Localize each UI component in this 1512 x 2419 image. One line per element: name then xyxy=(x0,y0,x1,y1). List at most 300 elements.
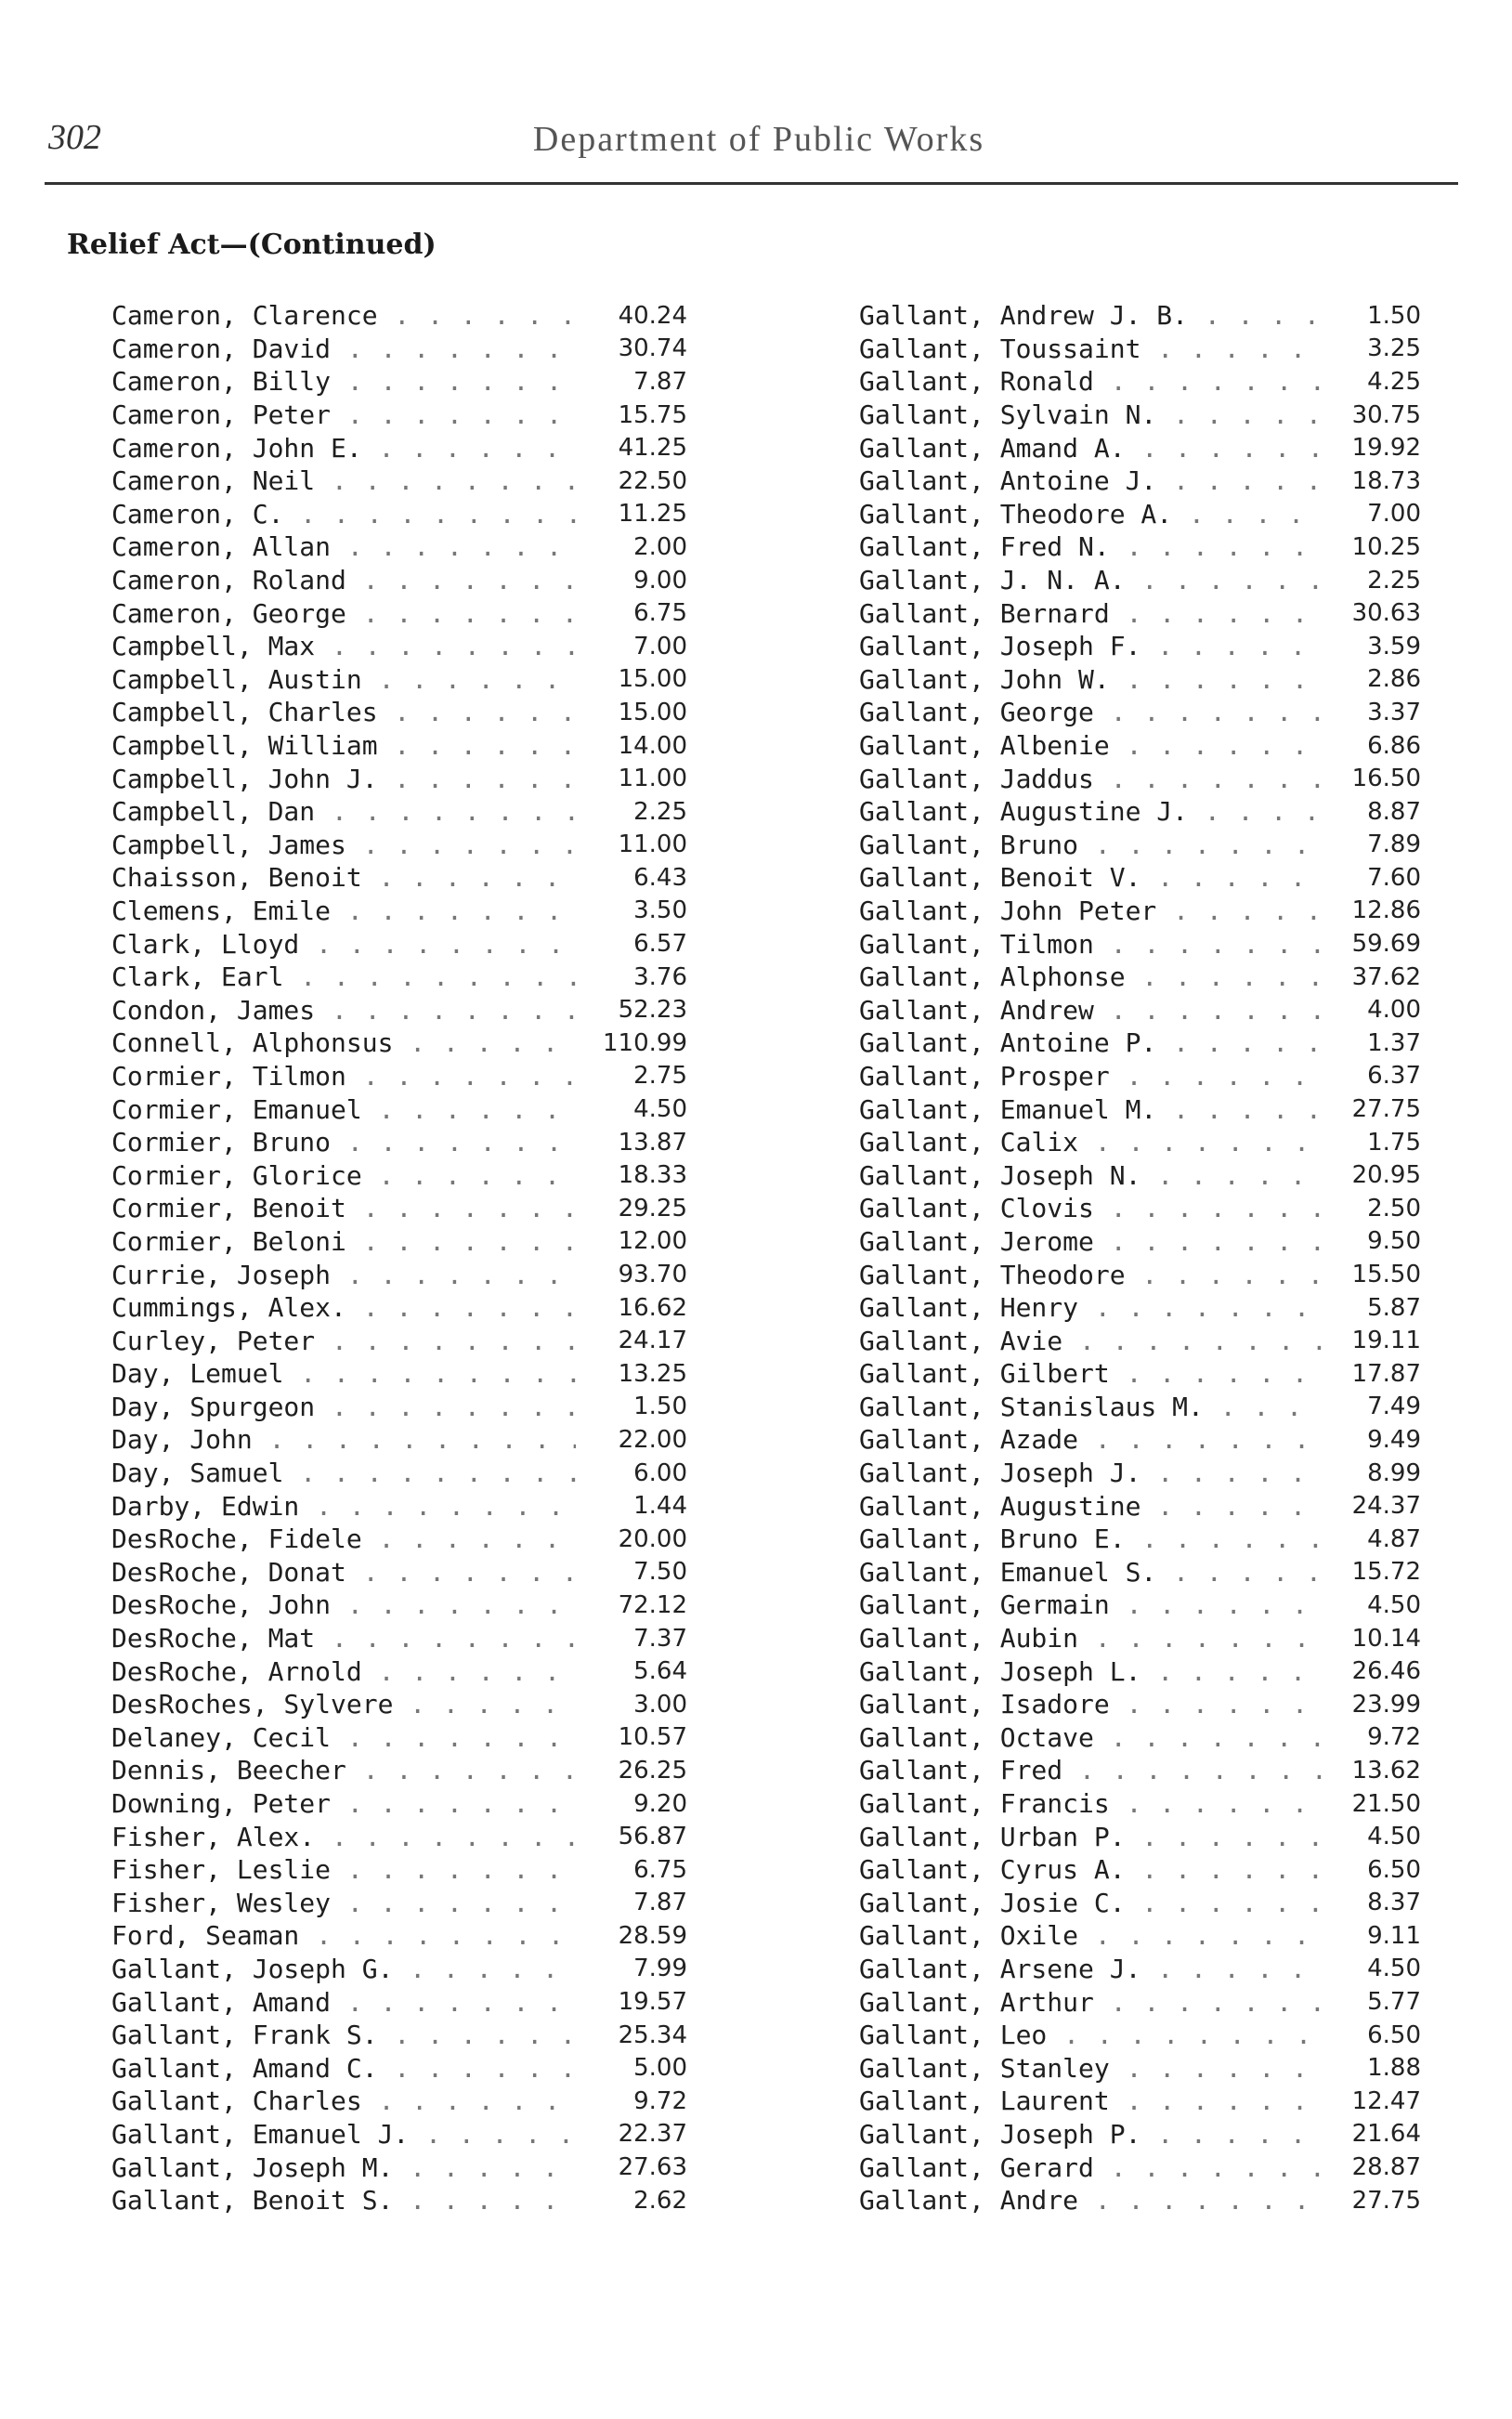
amount-value: 7.00 xyxy=(1367,500,1421,529)
recipient-name: Cummings, Alex. . . . xyxy=(111,1292,576,1323)
list-item xyxy=(859,1953,1421,1986)
recipient-name: Gallant, Aubin . . . xyxy=(859,1623,1323,1654)
recipient-name: Gallant, John W. . . . xyxy=(859,664,1323,695)
list-item xyxy=(111,895,687,928)
list-item xyxy=(859,1192,1421,1225)
list-item xyxy=(111,1225,687,1259)
recipient-name: Gallant, Bruno . . . xyxy=(859,830,1323,860)
list-item xyxy=(859,1919,1421,1953)
amount-value: 6.86 xyxy=(1367,731,1421,760)
list-item xyxy=(111,729,687,763)
amount-value: 7.37 xyxy=(633,1624,687,1653)
list-item xyxy=(859,895,1421,928)
list-item xyxy=(859,1225,1421,1259)
recipient-name: Gallant, Bruno E. . . . xyxy=(859,1523,1323,1554)
list-item xyxy=(859,596,1421,630)
recipient-name: Ford, Seaman . . . xyxy=(111,1920,576,1951)
amount-value: 18.33 xyxy=(618,1161,687,1190)
list-item xyxy=(859,399,1421,432)
list-item xyxy=(859,1589,1421,1622)
list-item xyxy=(111,1985,687,2019)
amount-value: 3.25 xyxy=(1367,334,1421,363)
amount-value: 6.43 xyxy=(633,863,687,892)
recipient-name: Campbell, Austin . . . xyxy=(111,664,576,695)
recipient-name: Campbell, John J. . . . xyxy=(111,764,576,794)
amount-value: 37.62 xyxy=(1351,962,1421,991)
recipient-name: Gallant, Isadore . . . xyxy=(859,1689,1323,1719)
list-item xyxy=(859,464,1421,498)
amount-value: 59.69 xyxy=(1351,930,1421,959)
amount-value: 1.88 xyxy=(1367,2054,1421,2083)
recipient-name: Cormier, Emanuel . . . xyxy=(111,1094,576,1125)
recipient-name: Cormier, Tilmon . . . xyxy=(111,1061,576,1092)
amount-value: 2.50 xyxy=(1367,1194,1421,1223)
recipient-name: Cormier, Benoit . . . xyxy=(111,1193,576,1223)
amount-value: 30.63 xyxy=(1351,599,1421,628)
amount-value: 3.76 xyxy=(633,962,687,991)
amount-value: 19.92 xyxy=(1351,434,1421,463)
list-item xyxy=(859,1523,1421,1556)
list-item xyxy=(111,498,687,531)
list-item xyxy=(859,431,1421,464)
list-item xyxy=(859,663,1421,697)
list-item xyxy=(859,1026,1421,1060)
recipient-name: Gallant, George . . . xyxy=(859,697,1323,727)
amount-value: 3.37 xyxy=(1367,698,1421,726)
list-item xyxy=(111,1457,687,1490)
recipient-name: DesRoche, Donat . . . xyxy=(111,1557,576,1588)
list-item xyxy=(111,2118,687,2151)
recipient-name: Gallant, Henry . . . xyxy=(859,1292,1323,1323)
recipient-name: Gallant, Joseph P. . . . xyxy=(859,2119,1323,2150)
list-item xyxy=(859,1985,1421,2019)
left-column xyxy=(111,299,687,2216)
list-item xyxy=(111,1158,687,1192)
recipient-name: Chaisson, Benoit . . . xyxy=(111,862,576,893)
list-item xyxy=(111,1523,687,1556)
list-item xyxy=(111,1919,687,1953)
recipient-name: Gallant, Augustine J. . . . xyxy=(859,796,1323,827)
list-item xyxy=(859,1688,1421,1721)
amount-value: 13.87 xyxy=(618,1128,687,1157)
amount-value: 52.23 xyxy=(618,996,687,1025)
list-item xyxy=(111,663,687,697)
amount-value: 3.50 xyxy=(633,896,687,925)
amount-value: 20.95 xyxy=(1351,1161,1421,1190)
list-item xyxy=(111,861,687,895)
amount-value: 26.46 xyxy=(1351,1657,1421,1686)
amount-value: 30.74 xyxy=(618,334,687,363)
recipient-name: Gallant, Avie . . . xyxy=(859,1326,1323,1356)
list-item xyxy=(859,2184,1421,2217)
recipient-name: Gallant, Theodore . . . xyxy=(859,1260,1323,1290)
recipient-name: Gallant, Augustine . . . xyxy=(859,1491,1323,1522)
recipient-name: Connell, Alphonsus . . . xyxy=(111,1027,576,1058)
amount-value: 6.37 xyxy=(1367,1062,1421,1091)
recipient-name: Gallant, Joseph N. . . . xyxy=(859,1160,1323,1191)
amount-value: 1.50 xyxy=(633,1393,687,1421)
recipient-name: Day, John . . . xyxy=(111,1424,576,1455)
recipient-name: Cameron, Clarence . . . xyxy=(111,300,576,331)
recipient-name: Gallant, Joseph F. . . . xyxy=(859,631,1323,661)
recipient-name: Gallant, Arsene J. . . . xyxy=(859,1954,1323,1984)
list-item xyxy=(111,1754,687,1787)
list-item xyxy=(111,762,687,795)
amount-value: 24.17 xyxy=(618,1327,687,1355)
list-item xyxy=(111,1192,687,1225)
amount-value: 9.49 xyxy=(1367,1425,1421,1454)
list-item xyxy=(111,2051,687,2085)
recipient-name: Curley, Peter . . . xyxy=(111,1326,576,1356)
list-item xyxy=(859,1126,1421,1159)
amount-value: 15.50 xyxy=(1351,1261,1421,1289)
recipient-name: Cameron, Peter . . . xyxy=(111,399,576,430)
recipient-name: Gallant, Germain . . . xyxy=(859,1589,1323,1620)
recipient-name: Gallant, Bernard . . . xyxy=(859,598,1323,629)
recipient-name: Gallant, Emanuel S. . . . xyxy=(859,1557,1323,1588)
recipient-name: Gallant, Albenie . . . xyxy=(859,730,1323,761)
section-heading: Relief Act—(Continued) xyxy=(67,229,437,261)
amount-value: 4.87 xyxy=(1367,1524,1421,1553)
amount-value: 12.86 xyxy=(1351,896,1421,925)
list-item xyxy=(859,333,1421,366)
amount-value: 15.72 xyxy=(1351,1558,1421,1587)
list-item xyxy=(111,1654,687,1688)
list-item xyxy=(111,1357,687,1391)
recipient-name: Gallant, Andrew J. B. . . . xyxy=(859,300,1323,331)
recipient-name: Gallant, Arthur . . . xyxy=(859,1987,1323,2018)
recipient-name: Fisher, Leslie . . . xyxy=(111,1854,576,1885)
recipient-name: Gallant, J. N. A. . . . xyxy=(859,565,1323,595)
list-item xyxy=(111,1820,687,1853)
amount-value: 8.87 xyxy=(1367,797,1421,826)
recipient-name: Gallant, Azade . . . xyxy=(859,1424,1323,1455)
amount-value: 28.59 xyxy=(618,1921,687,1950)
amount-value: 7.49 xyxy=(1367,1393,1421,1421)
recipient-name: Gallant, Sylvain N. . . . xyxy=(859,399,1323,430)
list-item xyxy=(111,630,687,663)
recipient-name: Gallant, Cyrus A. . . . xyxy=(859,1854,1323,1885)
list-item xyxy=(859,861,1421,895)
list-item xyxy=(859,530,1421,564)
recipient-name: Cormier, Glorice . . . xyxy=(111,1160,576,1191)
amount-value: 7.87 xyxy=(633,367,687,396)
list-item xyxy=(111,1060,687,1093)
recipient-name: Gallant, Ronald . . . xyxy=(859,366,1323,397)
amount-value: 29.25 xyxy=(618,1194,687,1223)
recipient-name: Fisher, Alex. . . . xyxy=(111,1822,576,1852)
recipient-name: Cormier, Bruno . . . xyxy=(111,1127,576,1157)
amount-value: 21.64 xyxy=(1351,2120,1421,2149)
recipient-name: Cameron, George . . . xyxy=(111,598,576,629)
recipient-name: Gallant, Octave . . . xyxy=(859,1722,1323,1753)
recipient-name: Gallant, Calix . . . xyxy=(859,1127,1323,1157)
amount-value: 1.37 xyxy=(1367,1028,1421,1057)
amount-value: 12.47 xyxy=(1351,2086,1421,2115)
amount-value: 56.87 xyxy=(618,1823,687,1851)
amount-value: 22.37 xyxy=(618,2120,687,2149)
recipient-name: Gallant, Amand . . . xyxy=(111,1987,576,2018)
list-item xyxy=(111,1126,687,1159)
amount-value: 9.72 xyxy=(633,2086,687,2115)
recipient-name: Gallant, Alphonse . . . xyxy=(859,961,1323,992)
list-item xyxy=(111,2184,687,2217)
recipient-name: Gallant, Gilbert . . . xyxy=(859,1358,1323,1389)
recipient-name: Condon, James . . . xyxy=(111,995,576,1026)
amount-value: 6.00 xyxy=(633,1458,687,1487)
list-item xyxy=(859,961,1421,994)
amount-value: 4.50 xyxy=(1367,1590,1421,1619)
recipient-name: Gallant, Joseph L. . . . xyxy=(859,1656,1323,1687)
list-item xyxy=(111,333,687,366)
recipient-name: Gallant, Benoit S. . . . xyxy=(111,2185,576,2216)
amount-value: 22.50 xyxy=(618,466,687,495)
list-item xyxy=(111,1853,687,1887)
recipient-name: Gallant, Josie C. . . . xyxy=(859,1888,1323,1918)
list-item xyxy=(859,299,1421,333)
amount-value: 15.00 xyxy=(618,698,687,726)
amount-value: 93.70 xyxy=(618,1261,687,1289)
list-item xyxy=(111,1787,687,1821)
amount-value: 12.00 xyxy=(618,1227,687,1256)
list-item xyxy=(111,1688,687,1721)
recipient-name: Gallant, Amand A. . . . xyxy=(859,433,1323,464)
list-item xyxy=(859,1887,1421,1920)
list-item xyxy=(111,464,687,498)
amount-value: 2.86 xyxy=(1367,665,1421,694)
recipient-name: Cameron, Billy . . . xyxy=(111,366,576,397)
list-item xyxy=(859,564,1421,597)
recipient-name: Cormier, Beloni . . . xyxy=(111,1226,576,1257)
amount-value: 16.50 xyxy=(1351,765,1421,793)
list-item xyxy=(111,530,687,564)
amount-value: 10.14 xyxy=(1351,1624,1421,1653)
list-item xyxy=(859,1654,1421,1688)
amount-value: 6.57 xyxy=(633,930,687,959)
amount-value: 15.75 xyxy=(618,400,687,429)
list-item xyxy=(859,498,1421,531)
amount-value: 6.75 xyxy=(633,599,687,628)
amount-value: 4.50 xyxy=(633,1095,687,1124)
amount-value: 2.00 xyxy=(633,532,687,561)
amount-value: 7.00 xyxy=(633,632,687,660)
amount-value: 7.60 xyxy=(1367,863,1421,892)
recipient-name: Clark, Lloyd . . . xyxy=(111,929,576,960)
recipient-name: Gallant, Jaddus . . . xyxy=(859,764,1323,794)
recipient-name: Gallant, Toussaint . . . xyxy=(859,333,1323,364)
list-item xyxy=(859,630,1421,663)
recipient-name: Downing, Peter . . . xyxy=(111,1788,576,1819)
amount-value: 5.00 xyxy=(633,2054,687,2083)
list-item xyxy=(859,1457,1421,1490)
recipient-name: Cameron, John E. . . . xyxy=(111,433,576,464)
list-item xyxy=(859,1158,1421,1192)
list-item xyxy=(859,1357,1421,1391)
amount-value: 14.00 xyxy=(618,731,687,760)
recipient-name: Gallant, Antoine J. . . . xyxy=(859,465,1323,496)
list-item xyxy=(859,696,1421,729)
list-item xyxy=(111,2151,687,2184)
list-item xyxy=(859,1754,1421,1787)
list-item xyxy=(111,696,687,729)
recipient-name: DesRoche, Mat . . . xyxy=(111,1623,576,1654)
amount-value: 10.57 xyxy=(618,1723,687,1752)
amount-value: 6.50 xyxy=(1367,1855,1421,1884)
list-item xyxy=(859,829,1421,862)
list-item xyxy=(111,1258,687,1291)
amount-value: 9.00 xyxy=(633,566,687,595)
list-item xyxy=(859,1092,1421,1126)
list-item xyxy=(111,431,687,464)
list-item xyxy=(111,1589,687,1622)
amount-value: 2.62 xyxy=(633,2186,687,2215)
recipient-name: Gallant, Andrew . . . xyxy=(859,995,1323,1026)
amount-value: 9.20 xyxy=(633,1789,687,1818)
amount-value: 15.00 xyxy=(618,665,687,694)
recipient-name: Gallant, Charles . . . xyxy=(111,2086,576,2116)
list-item xyxy=(859,1258,1421,1291)
amount-value: 27.75 xyxy=(1351,1095,1421,1124)
amount-value: 1.50 xyxy=(1367,301,1421,330)
recipient-name: Cameron, Neil . . . xyxy=(111,465,576,496)
amount-value: 9.11 xyxy=(1367,1921,1421,1950)
amount-value: 23.99 xyxy=(1351,1690,1421,1719)
list-item xyxy=(111,1887,687,1920)
list-item xyxy=(111,2085,687,2118)
recipient-name: Gallant, Fred N. . . . xyxy=(859,531,1323,562)
list-item xyxy=(859,2051,1421,2085)
list-item xyxy=(111,1556,687,1589)
list-item xyxy=(859,1391,1421,1424)
recipient-name: Currie, Joseph . . . xyxy=(111,1260,576,1290)
list-item xyxy=(859,762,1421,795)
amount-value: 27.63 xyxy=(618,2153,687,2182)
recipient-name: Gallant, Antoine P. . . . xyxy=(859,1027,1323,1058)
amount-value: 5.77 xyxy=(1367,1988,1421,2017)
amount-value: 8.37 xyxy=(1367,1889,1421,1917)
list-item xyxy=(859,1423,1421,1457)
list-item xyxy=(111,1026,687,1060)
amount-value: 1.75 xyxy=(1367,1128,1421,1157)
list-item xyxy=(859,729,1421,763)
list-item xyxy=(111,596,687,630)
amount-value: 19.57 xyxy=(618,1988,687,2017)
list-item xyxy=(111,1324,687,1357)
recipient-name: Gallant, Stanislaus M. . . . xyxy=(859,1392,1323,1422)
amount-value: 6.75 xyxy=(633,1855,687,1884)
amount-value: 7.50 xyxy=(633,1558,687,1587)
list-item xyxy=(859,1622,1421,1655)
recipient-name: Gallant, Oxile . . . xyxy=(859,1920,1323,1951)
list-item xyxy=(111,1489,687,1523)
amount-value: 2.25 xyxy=(1367,566,1421,595)
list-item xyxy=(859,1291,1421,1325)
amount-value: 11.25 xyxy=(618,500,687,529)
amount-value: 20.00 xyxy=(618,1524,687,1553)
recipient-name: Campbell, Charles . . . xyxy=(111,697,576,727)
recipient-name: Gallant, Benoit V. . . . xyxy=(859,862,1323,893)
list-item xyxy=(859,2085,1421,2118)
list-item xyxy=(859,1489,1421,1523)
recipient-name: Gallant, Tilmon . . . xyxy=(859,929,1323,960)
amount-value: 6.50 xyxy=(1367,2020,1421,2049)
amount-value: 7.87 xyxy=(633,1889,687,1917)
amount-value: 17.87 xyxy=(1351,1359,1421,1388)
recipient-name: Cameron, Allan . . . xyxy=(111,531,576,562)
list-item xyxy=(111,1953,687,1986)
recipient-name: Gallant, Laurent . . . xyxy=(859,2086,1323,2116)
recipient-name: Cameron, David . . . xyxy=(111,333,576,364)
recipient-name: Cameron, C. . . . xyxy=(111,499,576,530)
recipient-name: Campbell, Dan . . . xyxy=(111,796,576,827)
list-item xyxy=(111,829,687,862)
amount-value: 7.99 xyxy=(633,1955,687,1983)
recipient-name: Gallant, Joseph M. . . . xyxy=(111,2152,576,2183)
amount-value: 4.00 xyxy=(1367,996,1421,1025)
list-item xyxy=(859,365,1421,399)
recipient-name: DesRoche, Fidele . . . xyxy=(111,1523,576,1554)
recipient-name: Gallant, John Peter . . . xyxy=(859,896,1323,926)
amount-value: 13.62 xyxy=(1351,1756,1421,1785)
recipient-name: DesRoches, Sylvere . . . xyxy=(111,1689,576,1719)
recipient-name: Gallant, Fred . . . xyxy=(859,1755,1323,1785)
list-item xyxy=(111,1721,687,1755)
amount-value: 16.62 xyxy=(618,1293,687,1322)
amount-value: 8.99 xyxy=(1367,1458,1421,1487)
amount-value: 21.50 xyxy=(1351,1789,1421,1818)
amount-value: 11.00 xyxy=(618,830,687,859)
amount-value: 5.87 xyxy=(1367,1293,1421,1322)
recipient-name: Gallant, Emanuel J. . . . xyxy=(111,2119,576,2150)
list-item xyxy=(111,795,687,829)
list-item xyxy=(111,993,687,1026)
recipient-name: Gallant, Amand C. . . . xyxy=(111,2053,576,2084)
list-item xyxy=(111,961,687,994)
list-item xyxy=(111,2019,687,2052)
amount-value: 4.25 xyxy=(1367,367,1421,396)
recipient-name: Gallant, Stanley . . . xyxy=(859,2053,1323,2084)
amount-value: 72.12 xyxy=(618,1590,687,1619)
amount-value: 3.00 xyxy=(633,1690,687,1719)
amount-value: 4.50 xyxy=(1367,1955,1421,1983)
page-header xyxy=(48,104,1469,169)
list-item xyxy=(111,299,687,333)
recipient-name: DesRoche, John . . . xyxy=(111,1589,576,1620)
amount-value: 2.75 xyxy=(633,1062,687,1091)
list-item xyxy=(111,1423,687,1457)
amount-value: 3.59 xyxy=(1367,632,1421,660)
list-item xyxy=(111,1092,687,1126)
list-item xyxy=(111,1622,687,1655)
recipient-name: Fisher, Wesley . . . xyxy=(111,1888,576,1918)
list-item xyxy=(859,1556,1421,1589)
amount-value: 41.25 xyxy=(618,434,687,463)
recipient-name: Gallant, Theodore A. . . . xyxy=(859,499,1323,530)
recipient-name: Gallant, Andre . . . xyxy=(859,2185,1323,2216)
amount-value: 10.25 xyxy=(1351,532,1421,561)
list-item xyxy=(859,1060,1421,1093)
amount-value: 9.50 xyxy=(1367,1227,1421,1256)
list-item xyxy=(859,1324,1421,1357)
recipient-name: Gallant, Joseph J. . . . xyxy=(859,1458,1323,1488)
recipient-name: Gallant, Urban P. . . . xyxy=(859,1822,1323,1852)
list-item xyxy=(111,399,687,432)
amount-value: 24.37 xyxy=(1351,1492,1421,1521)
list-item xyxy=(859,1787,1421,1821)
recipient-name: Dennis, Beecher . . . xyxy=(111,1755,576,1785)
amount-value: 30.75 xyxy=(1351,400,1421,429)
amount-value: 40.24 xyxy=(618,301,687,330)
